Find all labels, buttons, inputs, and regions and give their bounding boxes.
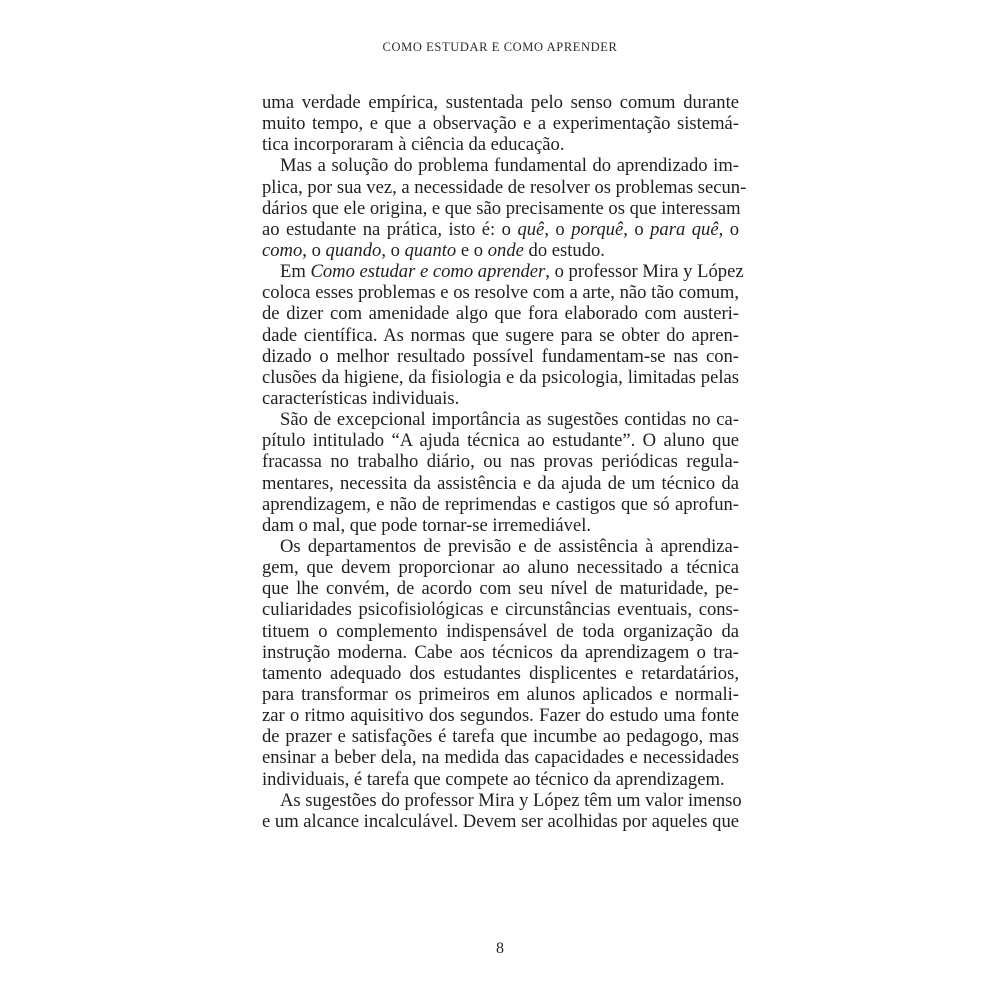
text-line: As sugestões do professor Mira y López têm um valor imenso (280, 789, 742, 811)
italic-text: quanto (404, 239, 457, 261)
text-line: mentares, necessita da assistência e da ajuda de um técnico da (262, 472, 739, 494)
italic-text: para quê (650, 218, 719, 240)
text-line: plica, por sua vez, a necessidade de resolver os problemas secun- (262, 176, 747, 198)
text-line: Mas a solução do problema fundamental do aprendizado im- (280, 155, 739, 177)
italic-text: como (262, 239, 303, 261)
text-run: e o (456, 239, 488, 261)
text-run: , o (544, 218, 572, 240)
text-line: muito tempo, e que a observação e a experimentação sistemá- (262, 113, 739, 135)
text-run: , o (381, 239, 405, 261)
text-line (262, 219, 739, 240)
text-line: características individuais. (262, 387, 460, 409)
text-line (262, 240, 739, 261)
text-line: tamento adequado dos estudantes displicentes e retardatários, (262, 662, 739, 684)
page-number: 8 (496, 940, 504, 957)
text-line: São de excepcional importância as sugestões contidas no ca- (280, 409, 739, 431)
text-run: ao estudante na prática, isto é: o (262, 218, 518, 240)
text-line: que lhe convém, de acordo com seu nível de maturidade, pe- (262, 578, 739, 600)
text-line: dade científica. As normas que sugere para se obter do apren- (262, 324, 739, 346)
text-line: gem, que devem proporcionar ao aluno necessitado a técnica (262, 557, 739, 579)
text-line: zar o ritmo aquisitivo dos segundos. Fazer do estudo uma fonte (262, 705, 739, 727)
text-line: fracassa no trabalho diário, ou nas provas periódicas regula- (262, 451, 739, 473)
text-line: coloca esses problemas e os resolve com a arte, não tão comum, (262, 282, 739, 304)
text-line: tituem o complemento indispensável de toda organização da (262, 620, 739, 642)
text-run: , o (302, 239, 326, 261)
text-run: Em (280, 261, 311, 283)
text-line: e um alcance incalculável. Devem ser acolhidas por aqueles que (262, 810, 740, 832)
text-line: culiaridades psicofisiológicas e circunstâncias eventuais, cons- (262, 599, 739, 621)
running-head: COMO ESTUDAR E COMO APRENDER (382, 40, 618, 54)
text-line: aprendizagem, e não de reprimendas e castigos que só aprofun- (262, 493, 739, 515)
text-line: dizado o melhor resultado possível fundamentam-se nas con- (262, 345, 739, 367)
text-line: instrução moderna. Cabe aos técnicos da aprendizagem o tra- (262, 641, 739, 663)
text-line: para transformar os primeiros em alunos aplicados e normali- (262, 683, 739, 705)
text-line: de dizer com amenidade algo que fora elaborado com austeri- (262, 303, 739, 325)
text-line: tica incorporaram à ciência da educação. (262, 134, 565, 156)
text-run: do estudo. (523, 239, 605, 261)
italic-text: quando (325, 239, 382, 261)
text-run: , o (718, 218, 739, 240)
text-line: clusões da higiene, da fisiologia e da psicologia, limitadas pelas (262, 366, 739, 388)
italic-text: porquê (571, 218, 624, 240)
italic-text: Como estudar e como aprender (310, 261, 546, 283)
text-line: pítulo intitulado “A ajuda técnica ao estudante”. O aluno que (262, 430, 739, 452)
text-line: dam o mal, que pode tornar-se irremediável. (262, 514, 592, 536)
text-line: dários que ele origina, e que são precisamente os que interessam (262, 197, 741, 219)
text-line (262, 261, 744, 283)
text-line: uma verdade empírica, sustentada pelo senso comum durante (262, 92, 739, 113)
text-line: Os departamentos de previsão e de assistência à aprendiza- (280, 535, 739, 557)
text-line: de prazer e satisfações é tarefa que incumbe ao pedagogo, mas (262, 726, 739, 748)
italic-text: quê (517, 218, 545, 240)
text-line: individuais, é tarefa que compete ao técnico da aprendizagem. (262, 768, 725, 790)
italic-text: onde (487, 239, 524, 261)
text-run: , o professor Mira y López (545, 261, 744, 283)
body-text (262, 92, 747, 832)
text-run: , o (623, 218, 651, 240)
text-line: ensinar a beber dela, na medida das capacidades e necessidades (262, 747, 739, 769)
